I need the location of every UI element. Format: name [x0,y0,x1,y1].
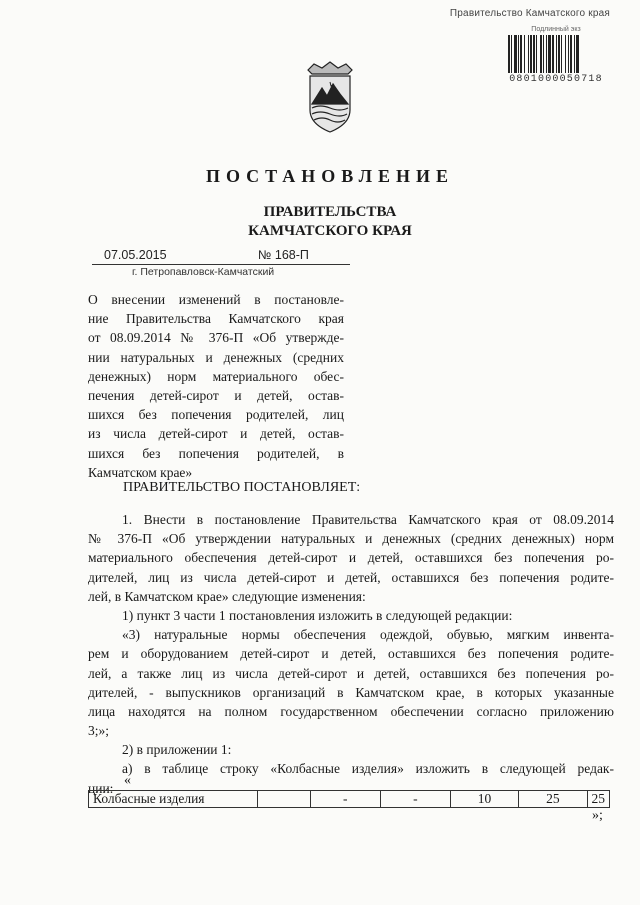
document-city: г. Петропавловск-Камчатский [132,266,275,278]
registration-stamp [508,26,604,86]
body-line: лей, а также лиц из числа детей-сирот и детей, оставшихся без попечения ро- [88,665,614,681]
subject-line: печения детей-сирот и детей, остав- [88,387,344,403]
coat-of-arms-emblem [300,58,360,140]
subject-line: нии натуральных и денежных (средних [88,349,344,365]
document-subtitle [0,203,640,241]
table-cell [258,791,310,808]
subject-line: из числа детей-сирот и детей, остав- [88,426,344,442]
body-line: лица находятся на полном государственном обеспечении согласно приложению [88,703,614,719]
body-line: ции: [88,780,114,796]
quote-close: »; [592,808,603,823]
table-row [89,791,610,808]
body-line: № 376-П «Об утверждении натуральных и денежных (средних денежных) норм [88,531,614,547]
stamp-sub-label: Подлинный экз [531,26,581,33]
subject-line: О внесении изменений в постановле- [88,292,344,307]
stamp-header: Правительство Камчатского края [449,8,610,19]
body-line: 3;»; [88,723,110,739]
table-cell: - [380,791,450,808]
body-line: 2) в приложении 1: [122,742,232,758]
table-cell: 10 [450,791,518,808]
body-line: 1. Внести в постановление Правительства Камчатского края от 08.09.2014 [122,512,614,527]
body-line: а) в таблице строку «Колбасные изделия» изложить в следующей редак- [122,761,614,777]
table-cell: 25 [587,791,610,808]
kamchatka-emblem-icon [300,58,360,140]
table-cell: 25 [519,791,587,808]
table-cell: Колбасные изделия [89,791,258,808]
barcode-bar [579,35,580,73]
body-line: 1) пункт 3 части 1 постановления изложить в следующей редакции: [122,607,513,623]
subject-line: денежных) норм материального обес- [88,368,344,384]
document-body [88,510,614,798]
document-subject [88,290,344,482]
subject-line: Камчатском крае» [88,464,193,480]
body-line: материального обеспечения детей-сирот и детей, оставшихся без попечения ро- [88,550,614,566]
table-cell: - [310,791,380,808]
sausage-products-table [88,790,610,808]
quote-open: « [124,773,131,788]
date-underline [92,264,350,265]
subject-line: ние Правительства Камчатского края [88,311,344,327]
body-line: дителей, лиц из числа детей-сирот и детей, оставшихся без попечения родите- [88,569,614,585]
resolves-heading: ПРАВИТЕЛЬСТВО ПОСТАНОВЛЯЕТ: [123,480,361,495]
document-title: ПОСТАНОВЛЕНИЕ [205,166,455,186]
subject-line: шихся без попечения родителей, в [88,445,344,461]
document-date: 07.05.2015 [104,248,167,262]
body-line: «3) натуральные нормы обеспечения одеждой, обувью, мягким инвента- [122,627,614,643]
body-line: рем и оборудованием детей-сирот и детей, оставшихся без попечения родите- [88,646,614,662]
barcode-number: 0801000050718 [509,74,603,85]
body-line: лей, в Камчатском крае» следующие изменения: [88,588,366,604]
subject-line: шихся без попечения родителей, лиц [88,407,344,423]
document-number: № 168-П [258,248,309,262]
barcode [508,35,604,73]
subtitle-line: КАМЧАТСКОГО КРАЯ [248,223,412,239]
subject-line: от 08.09.2014 № 376-П «Об утвержде- [88,330,344,346]
body-line: дителей, - выпускников организаций в Камчатском крае, в которых указанные [88,684,614,700]
subtitle-line: ПРАВИТЕЛЬСТВА [263,204,397,220]
